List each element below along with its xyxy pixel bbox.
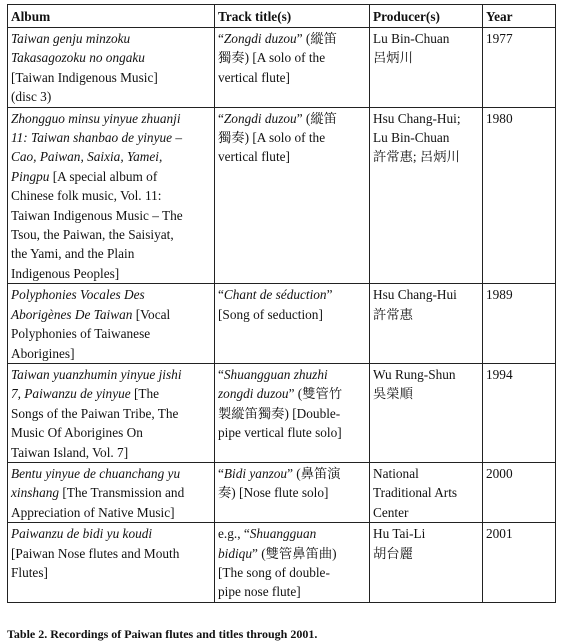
album-line (11, 68, 211, 87)
track-line (218, 48, 366, 67)
track-cell (215, 363, 370, 462)
track-line (218, 147, 366, 166)
producer-line: National (373, 465, 419, 481)
album-line (11, 264, 211, 283)
track-text: “ (218, 465, 224, 481)
producer-line: Lu Bin-Chuan (373, 31, 450, 46)
track-line (218, 384, 366, 403)
header-producers: Producer(s) (370, 5, 483, 28)
album-line (11, 244, 211, 263)
album-text: Zhongguo minsu yinyue zhuanji (11, 110, 181, 126)
album-text: [The (130, 386, 160, 402)
producer-line: Center (373, 504, 409, 520)
album-line (11, 109, 211, 128)
producer-line: Hu Tai-Li (373, 526, 426, 542)
album-text: Appreciation of Native Music] (11, 504, 175, 520)
producer-cell (370, 462, 483, 522)
producer-cell (370, 363, 483, 462)
producer-line: 胡台麗 (373, 545, 413, 561)
producer-line: 許常惠; 呂炳川 (373, 149, 460, 165)
track-text: Chant de séduction (223, 287, 327, 303)
track-line (218, 365, 366, 384)
album-line (11, 344, 211, 363)
track-line (218, 109, 366, 128)
album-line (11, 29, 211, 48)
album-line (11, 167, 211, 186)
album-line (11, 324, 211, 343)
producer-line: Hsu Chang-Hui (373, 287, 457, 303)
track-text: bidiqu (218, 545, 252, 561)
album-line (11, 423, 211, 442)
table-row (8, 462, 556, 522)
track-cell (215, 523, 370, 603)
album-cell (8, 523, 215, 603)
track-text: 獨奏) [A solo of the (218, 130, 326, 146)
album-line (11, 206, 211, 225)
producer-line: Lu Bin-Chuan (373, 130, 450, 146)
track-line (218, 128, 366, 147)
album-text: Flutes] (11, 564, 48, 580)
album-text: 11: Taiwan shanbao de yinyue – (11, 130, 183, 146)
track-cell (215, 107, 370, 284)
year-cell: 2001 (483, 523, 556, 603)
album-text: Pingpu (11, 168, 50, 184)
album-line (11, 524, 211, 543)
track-text: vertical flute] (218, 149, 290, 165)
track-cell (215, 284, 370, 364)
album-text: Taiwan genju minzoku (11, 31, 131, 46)
track-line (218, 29, 366, 48)
track-text: “ (218, 366, 224, 382)
producer-cell (370, 28, 483, 108)
album-line (11, 285, 211, 304)
table-row (8, 284, 556, 364)
album-text: Paiwanzu de bidi yu koudi (11, 526, 153, 542)
album-line (11, 365, 211, 384)
album-line (11, 544, 211, 563)
album-text: [Vocal (132, 306, 171, 322)
album-line (11, 225, 211, 244)
album-cell (8, 363, 215, 462)
table-row (8, 523, 556, 603)
header-year: Year (483, 5, 556, 28)
album-text: Taiwan Indigenous Music – The (11, 207, 183, 223)
album-line (11, 404, 211, 423)
track-line (218, 68, 366, 87)
recordings-table (7, 4, 556, 603)
track-text: [Song of seduction] (218, 306, 323, 322)
track-text: 獨奏) [A solo of the (218, 50, 326, 66)
track-line (218, 544, 366, 563)
track-line (218, 305, 366, 324)
table-caption: Table 2. Recordings of Paiwan flutes and titles through 2001. (7, 627, 318, 641)
album-line (11, 147, 211, 166)
album-text: xinshang (11, 485, 60, 501)
track-line (218, 524, 366, 543)
album-text: the Yami, and the Plain (11, 246, 135, 262)
header-track-titles: Track title(s) (215, 5, 370, 28)
album-text: Tsou, the Paiwan, the Saisiyat, (11, 227, 174, 243)
track-line (218, 563, 366, 582)
track-text: “ (218, 287, 224, 303)
album-text: Bentu yinyue de chuanchang yu (11, 465, 181, 481)
album-cell (8, 107, 215, 284)
track-line (218, 483, 366, 502)
year-cell: 1980 (483, 107, 556, 284)
album-text: [Paiwan Nose flutes and Mouth (11, 545, 180, 561)
track-cell (215, 462, 370, 522)
album-line (11, 464, 211, 483)
producer-cell (370, 523, 483, 603)
album-line (11, 186, 211, 205)
album-text: Music Of Aborigines On (11, 425, 143, 441)
album-text: [A special album of (49, 168, 158, 184)
album-text: Polyphonies Vocales Des (11, 287, 145, 303)
track-text: pipe vertical flute solo] (218, 425, 342, 441)
track-text: Shuangguan (249, 526, 317, 542)
track-text: zongdi duzou (218, 386, 289, 402)
album-text: [The Transmission and (59, 485, 185, 501)
album-text: [Taiwan Indigenous Music] (11, 69, 158, 85)
track-text: ” (雙管鼻笛曲) (251, 545, 337, 561)
album-text: Takasagozoku no ongaku (11, 50, 145, 66)
album-text: 7, Paiwanzu de yinyue (11, 386, 131, 402)
track-text: pipe nose flute] (218, 584, 301, 600)
table-body (8, 28, 556, 603)
album-line (11, 87, 211, 106)
album-cell (8, 284, 215, 364)
track-text: ” (雙管竹 (288, 386, 343, 402)
track-text: Zongdi duzou (223, 31, 297, 46)
album-cell (8, 462, 215, 522)
producer-line: 吳榮順 (373, 386, 413, 402)
producer-cell (370, 107, 483, 284)
producer-line: 許常惠 (373, 306, 413, 322)
track-text: ” (鼻笛演 (287, 465, 341, 481)
album-text: Polyphonies of Taiwanese (11, 326, 151, 342)
album-text: Chinese folk music, Vol. 11: (11, 188, 162, 204)
album-line (11, 443, 211, 462)
track-text: ” (縱笛 (296, 110, 337, 126)
year-cell: 1977 (483, 28, 556, 108)
track-text: 製縱笛獨奏) [Double- (218, 405, 341, 421)
album-cell (8, 28, 215, 108)
year-cell: 1989 (483, 284, 556, 364)
album-line (11, 483, 211, 502)
album-text: Aborigines] (11, 345, 75, 361)
track-text: e.g., “ (218, 526, 250, 542)
track-text: “ (218, 110, 224, 126)
album-text: Aborigènes De Taiwan (11, 306, 133, 322)
track-line (218, 404, 366, 423)
table-row (8, 107, 556, 284)
table-header-row (8, 5, 556, 28)
track-line (218, 464, 366, 483)
track-line (218, 582, 366, 601)
album-line (11, 128, 211, 147)
header-album: Album (8, 5, 215, 28)
track-line (218, 285, 366, 304)
album-line (11, 503, 211, 522)
producer-line: Hsu Chang-Hui; (373, 110, 461, 126)
track-text: “ (218, 31, 224, 46)
track-text: ” (326, 287, 333, 303)
track-cell (215, 28, 370, 108)
producer-line: Wu Rung-Shun (373, 366, 456, 382)
track-text: Zongdi duzou (223, 110, 297, 126)
producer-line: Traditional Arts (373, 485, 458, 501)
album-text: (disc 3) (11, 89, 52, 105)
track-text: [The song of double- (218, 564, 330, 580)
track-text: vertical flute] (218, 69, 290, 85)
track-text: 奏) [Nose flute solo] (218, 485, 329, 501)
album-text: Taiwan Island, Vol. 7] (11, 444, 129, 460)
table-row (8, 363, 556, 462)
track-text: Shuangguan zhuzhi (223, 366, 328, 382)
album-line (11, 563, 211, 582)
album-text: Cao, Paiwan, Saixia, Yamei, (11, 149, 163, 165)
album-line (11, 48, 211, 67)
year-cell: 2000 (483, 462, 556, 522)
year-cell: 1994 (483, 363, 556, 462)
producer-cell (370, 284, 483, 364)
producer-line: 呂炳川 (373, 50, 413, 66)
album-line (11, 305, 211, 324)
album-text: Songs of the Paiwan Tribe, The (11, 405, 179, 421)
album-text: Indigenous Peoples] (11, 265, 120, 281)
table-row (8, 28, 556, 108)
track-text: Bidi yanzou (223, 465, 288, 481)
album-line (11, 384, 211, 403)
track-text: ” (縱笛 (296, 31, 337, 46)
album-text: Taiwan yuanzhumin yinyue jishi (11, 366, 182, 382)
track-line (218, 423, 366, 442)
